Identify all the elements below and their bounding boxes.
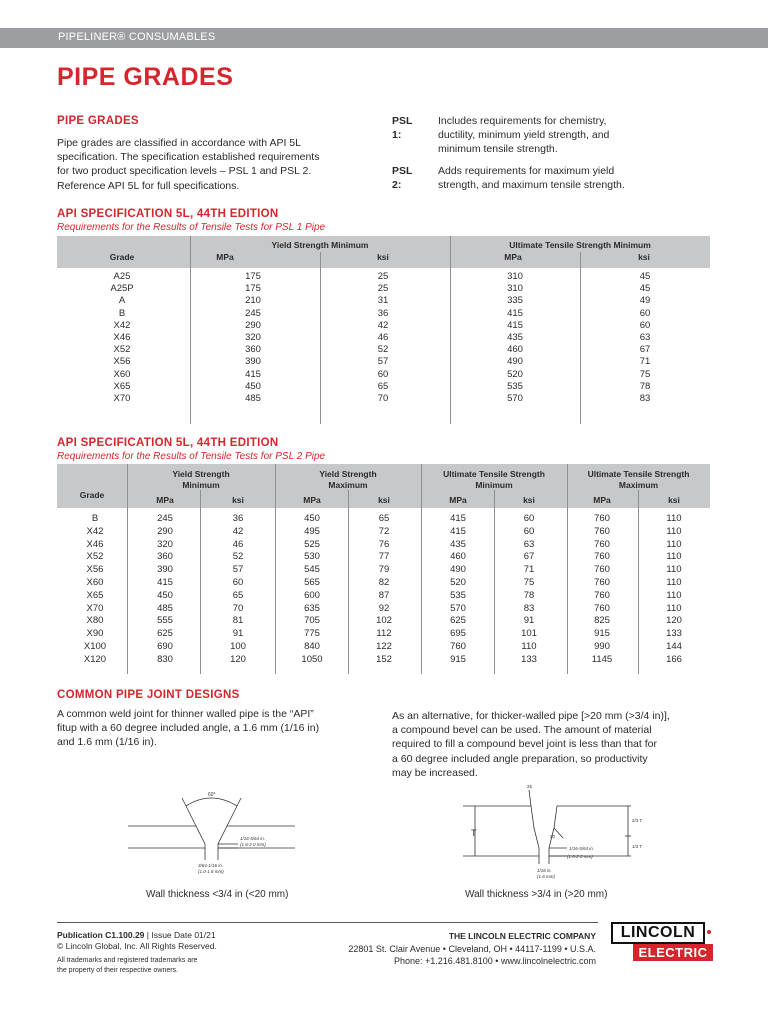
table2-value-cell: 390 — [157, 564, 173, 576]
table1-value-cell: 435 — [507, 332, 523, 343]
table2-value-cell: 555 — [157, 615, 173, 627]
table2-value-cell: 70 — [232, 602, 244, 614]
table2-grade-cell: X80 — [86, 615, 104, 627]
table2-value-cell: 705 — [304, 615, 320, 627]
footer-rule — [57, 922, 598, 923]
table1-grade-cell: B — [118, 307, 126, 319]
psl2-line: strength, and maximum tensile strength. — [438, 179, 625, 192]
table2-header — [57, 464, 710, 508]
table1-value-cell: 60 — [639, 319, 651, 331]
table2-value-cell: 760 — [594, 538, 610, 550]
table1-col-ksi: ksi — [377, 252, 389, 262]
company-name: THE LINCOLN ELECTRIC COMPANY — [448, 931, 596, 941]
table2-col-ksi: ksi — [668, 495, 680, 505]
one-third-t-label: 1/3 T — [632, 844, 643, 849]
table2-value-cell: 67 — [523, 551, 535, 563]
table1-value-cell: 46 — [377, 332, 389, 343]
table2-value-cell: 110 — [666, 602, 682, 614]
table2-value-cell: 635 — [304, 602, 320, 614]
copyright: © Lincoln Global, Inc. All Rights Reserved. — [57, 941, 217, 951]
table1-value-cell: 65 — [377, 380, 389, 392]
table2-divider — [567, 464, 568, 674]
psl1-line: minimum tensile strength. — [438, 143, 558, 156]
bevel-gap-mm-label: (1.6 mm) — [537, 874, 555, 879]
table2-divider — [348, 490, 349, 674]
table1-value-cell: 570 — [507, 393, 523, 404]
table2-divider — [421, 464, 422, 674]
table2-value-cell: 120 — [230, 653, 246, 665]
lincoln-electric-logo — [611, 922, 715, 962]
v-angle-label: 60° — [208, 792, 216, 798]
v-land-label: 1/16-5/64 in. — [240, 836, 266, 841]
table2-value-cell: 625 — [157, 628, 173, 640]
table2-value-cell: 760 — [594, 564, 610, 576]
table2-value-cell: 600 — [304, 589, 320, 601]
v-gap-label: 3/64-1/16 in. — [198, 863, 224, 868]
table1-heading: API SPECIFICATION 5L, 44TH EDITION — [57, 208, 279, 220]
table2-value-cell: 450 — [304, 513, 320, 524]
table1-value-cell: 71 — [639, 356, 651, 368]
table2-col-ksi: ksi — [378, 495, 390, 505]
table2-value-cell: 435 — [450, 538, 466, 550]
table1-value-cell: 415 — [507, 307, 523, 319]
table1-header — [57, 236, 710, 268]
table1-value-cell: 390 — [245, 356, 261, 368]
table1-value-cell: 45 — [639, 271, 651, 282]
issue-date: | Issue Date 01/21 — [144, 930, 216, 940]
table1-divider — [450, 236, 451, 424]
table2-value-cell: 360 — [157, 551, 173, 563]
table2-value-cell: 75 — [523, 577, 535, 588]
table1-value-cell: 490 — [507, 356, 523, 368]
table2-value-cell: 110 — [666, 513, 682, 524]
table2-grade-cell: X90 — [86, 628, 104, 640]
table1-grade-cell: A25 — [113, 271, 131, 282]
joints-right-paragraph: As an alternative, for thicker-walled pipe [>20 mm (>3/4 in)], a compound bevel can be used. The amount of material required to fill a compound bevel joint is less than that for a 60 degree included angle preparation, so productivity may be increased. — [392, 710, 670, 779]
table2-value-cell: 83 — [523, 602, 535, 614]
table2-subheading: Requirements for the Results of Tensile Tests for PSL 2 Pipe — [57, 451, 326, 462]
table1-group-yield: Yield Strength Minimum — [271, 240, 369, 250]
joints-heading: COMMON PIPE JOINT DESIGNS — [57, 689, 240, 701]
compound-bevel-diagram — [455, 778, 655, 890]
table2-group-yield-min: Yield Strength Minimum — [172, 469, 230, 490]
table2-grade-cell: X70 — [86, 602, 104, 614]
table1-grade-cell: A — [118, 295, 126, 307]
table1-value-cell: 520 — [507, 368, 523, 380]
table1-subheading: Requirements for the Results of Tensile Tests for PSL 1 Pipe — [57, 222, 326, 233]
table2-value-cell: 82 — [378, 577, 390, 588]
table1-value-cell: 45 — [639, 283, 651, 295]
table2-value-cell: 112 — [376, 628, 392, 640]
table2-value-cell: 415 — [450, 513, 466, 524]
table2-grade-cell: X52 — [86, 551, 104, 563]
table2-value-cell: 92 — [378, 602, 390, 614]
table2-value-cell: 63 — [523, 538, 535, 550]
table2-col-mpa: MPa — [303, 495, 321, 505]
table2-col-ksi: ksi — [232, 495, 244, 505]
table2-value-cell: 57 — [232, 564, 244, 576]
table1-value-cell: 25 — [377, 271, 389, 282]
table1-divider — [580, 252, 581, 424]
table2-value-cell: 152 — [376, 653, 392, 665]
table2-value-cell: 525 — [304, 538, 320, 550]
table2-value-cell: 122 — [376, 641, 392, 652]
table2-value-cell: 110 — [666, 589, 682, 601]
table1-value-cell: 460 — [507, 344, 523, 356]
intro-paragraph — [57, 136, 319, 193]
table2-value-cell: 840 — [304, 641, 320, 652]
table2-value-cell: 460 — [450, 551, 466, 563]
table2-col-mpa: MPa — [156, 495, 174, 505]
table1-value-cell: 42 — [377, 319, 389, 331]
table2-divider — [200, 490, 201, 674]
table2-value-cell: 245 — [157, 513, 173, 524]
table2-value-cell: 77 — [378, 551, 390, 563]
table1-grade-cell: X46 — [113, 332, 131, 343]
table2-grade-cell: X65 — [86, 589, 104, 601]
table2-value-cell: 1050 — [301, 653, 323, 665]
table1-value-cell: 245 — [245, 307, 261, 319]
table2-value-cell: 102 — [376, 615, 392, 627]
table2-value-cell: 415 — [157, 577, 173, 588]
table1-col-grade: Grade — [109, 252, 135, 262]
v-gap-mm-label: (1.0-1.6 mm) — [198, 869, 224, 874]
table2-col-ksi: ksi — [523, 495, 535, 505]
table2-value-cell: 60 — [523, 525, 535, 537]
table2-value-cell: 485 — [157, 602, 173, 614]
intro-line: for two product specification levels – PSL 1 and PSL 2. — [57, 165, 312, 178]
table1-grade-cell: A25P — [110, 283, 134, 295]
table2-value-cell: 166 — [666, 653, 682, 665]
company-contact: Phone: +1.216.481.8100 • www.lincolnelectric.com — [393, 956, 596, 966]
table2-value-cell: 290 — [157, 525, 173, 537]
v-land-mm-label: (1.6-2.0 mm) — [240, 842, 266, 847]
table2-divider — [638, 490, 639, 674]
table2-value-cell: 415 — [450, 525, 466, 537]
table2-value-cell: 760 — [594, 577, 610, 588]
compound-bevel-caption: Wall thickness >3/4 in (>20 mm) — [465, 889, 608, 900]
table1-value-cell: 310 — [507, 283, 523, 295]
table2-value-cell: 144 — [666, 641, 682, 652]
table2-value-cell: 52 — [232, 551, 244, 563]
table1-col-mpa: MPa — [216, 252, 234, 262]
table2-value-cell: 760 — [594, 551, 610, 563]
table2-grade-cell: X42 — [86, 525, 104, 537]
company-address: 22801 St. Clair Avenue • Cleveland, OH • 44117-1199 • U.S.A. — [348, 943, 596, 954]
table1-value-cell: 36 — [377, 307, 389, 319]
bevel-land-mm-label: (1.6-2.0 mm) — [567, 854, 593, 859]
table2-value-cell: 535 — [450, 589, 466, 601]
table2-value-cell: 87 — [378, 589, 390, 601]
table2-value-cell: 825 — [594, 615, 610, 627]
table1-group-tensile: Ultimate Tensile Strength Minimum — [509, 240, 651, 250]
table1-value-cell: 78 — [639, 380, 651, 392]
table2-value-cell: 565 — [304, 577, 320, 588]
table1-grade-cell: X65 — [113, 380, 131, 392]
table2-grade-cell: X46 — [86, 538, 104, 550]
table2-value-cell: 690 — [157, 641, 173, 652]
table2-value-cell: 46 — [232, 538, 244, 550]
table2-value-cell: 530 — [304, 551, 320, 563]
left-plate — [128, 826, 205, 848]
joints-left-paragraph: A common weld joint for thinner walled pipe is the “API” fitup with a 60 degree included angle, a 1.6 mm (1/16 in) and 1.6 mm (1/16 in). — [57, 708, 320, 749]
table1-grade-cell: X70 — [113, 393, 131, 404]
table2-value-cell: 695 — [450, 628, 466, 640]
table2-value-cell: 110 — [666, 551, 682, 563]
table1-value-cell: 70 — [377, 393, 389, 404]
table2-value-cell: 915 — [594, 628, 610, 640]
intro-heading: PIPE GRADES — [57, 115, 139, 127]
table2-value-cell: 133 — [666, 628, 682, 640]
table2-col-mpa: MPa — [593, 495, 611, 505]
table1-value-cell: 25 — [377, 283, 389, 295]
table2-value-cell: 71 — [523, 564, 535, 576]
table2-grade-cell: X60 — [86, 577, 104, 588]
table1-value-cell: 310 — [507, 271, 523, 282]
psl2-label: PSL 2: — [392, 165, 413, 192]
table2-value-cell: 760 — [594, 525, 610, 537]
table2-group-tensile-max: Ultimate Tensile Strength Maximum — [587, 469, 690, 490]
table2-grade-cell: X120 — [83, 653, 107, 665]
table2-value-cell: 100 — [230, 641, 246, 652]
table1-value-cell: 49 — [639, 295, 651, 307]
table2-value-cell: 775 — [304, 628, 320, 640]
psl1-label: PSL 1: — [392, 115, 413, 142]
table2-value-cell: 60 — [232, 577, 244, 588]
table1-value-cell: 67 — [639, 344, 651, 356]
footer-left — [57, 930, 217, 976]
intro-line: Pipe grades are classified in accordance with API 5L — [57, 137, 301, 149]
table1-divider — [190, 236, 191, 424]
table2-value-cell: 320 — [157, 538, 173, 550]
bevel-mid-angle-label: 30 — [550, 834, 556, 839]
table1-value-cell: 535 — [507, 380, 523, 392]
table1-value-cell: 60 — [377, 368, 389, 380]
table2-value-cell: 625 — [450, 615, 466, 627]
table2-col-grade: Grade — [79, 490, 105, 500]
table1-value-cell: 335 — [507, 295, 523, 307]
two-thirds-t-label: 2/3 T — [632, 818, 643, 823]
table1-value-cell: 450 — [245, 380, 261, 392]
logo-dot — [707, 930, 711, 934]
table2-divider — [127, 464, 128, 674]
table2-value-cell: 545 — [304, 564, 320, 576]
table2-value-cell: 120 — [666, 615, 682, 627]
table1-value-cell: 415 — [245, 368, 261, 380]
table2-divider — [494, 490, 495, 674]
table2-grade-cell: B — [91, 513, 99, 524]
table2-value-cell: 990 — [594, 641, 610, 652]
logo-top: LINCOLN — [611, 922, 705, 944]
table1-value-cell: 52 — [377, 344, 389, 356]
publication-number: Publication C1.100.29 — [57, 930, 145, 940]
table1-value-cell: 415 — [507, 319, 523, 331]
table1-col-ksi-2: ksi — [638, 252, 650, 262]
intro-line: specification. The specification established requirements — [57, 151, 320, 164]
table2-value-cell: 36 — [232, 513, 244, 524]
table2-value-cell: 101 — [521, 628, 537, 640]
table2-value-cell: 81 — [232, 615, 244, 627]
table2-value-cell: 72 — [378, 525, 390, 537]
bevel-top-angle-label: 25 — [527, 784, 533, 789]
table2-col-mpa: MPa — [449, 495, 467, 505]
psl1-line: Includes requirements for chemistry, — [438, 115, 607, 127]
table2-value-cell: 110 — [666, 564, 682, 576]
table2-value-cell: 110 — [666, 538, 682, 550]
thickness-label: T — [471, 828, 477, 838]
table2-value-cell: 495 — [304, 525, 320, 537]
table2-value-cell: 760 — [594, 589, 610, 601]
table1-value-cell: 83 — [639, 393, 651, 404]
table2-value-cell: 110 — [521, 641, 537, 652]
table1-value-cell: 63 — [639, 332, 651, 343]
table1-col-mpa-2: MPa — [504, 252, 522, 262]
table2-value-cell: 760 — [594, 513, 610, 524]
logo-bottom: ELECTRIC — [633, 944, 713, 961]
table2-value-cell: 450 — [157, 589, 173, 601]
table1-value-cell: 320 — [245, 332, 261, 343]
table1-grade-cell: X60 — [113, 368, 131, 380]
table2-value-cell: 110 — [666, 577, 682, 588]
table1-grade-cell: X56 — [113, 356, 131, 368]
table1-value-cell: 175 — [245, 271, 261, 282]
table1-value-cell: 210 — [245, 295, 261, 307]
table2-value-cell: 133 — [521, 653, 537, 665]
bevel-gap-label: 1/16 in. — [537, 868, 552, 873]
table1-value-cell: 485 — [245, 393, 261, 404]
table2-value-cell: 91 — [523, 615, 535, 627]
section-label: PIPELINER® CONSUMABLES — [58, 31, 216, 43]
table1-value-cell: 360 — [245, 344, 261, 356]
table1-value-cell: 57 — [377, 356, 389, 368]
v-joint-caption: Wall thickness <3/4 in (<20 mm) — [146, 889, 289, 900]
table2-group-yield-max: Yield Strength Maximum — [319, 469, 377, 490]
table2-value-cell: 760 — [594, 602, 610, 614]
table1-value-cell: 175 — [245, 283, 261, 295]
psl1-line: ductility, minimum yield strength, and — [438, 129, 610, 142]
table2-value-cell: 78 — [523, 589, 535, 601]
table1-grade-cell: X42 — [113, 319, 131, 331]
table2-value-cell: 65 — [378, 513, 390, 524]
page-title: PIPE GRADES — [57, 63, 234, 91]
table2-grade-cell: X56 — [86, 564, 104, 576]
table2-value-cell: 520 — [450, 577, 466, 588]
footer-company-block — [290, 930, 596, 968]
table2-value-cell: 915 — [450, 653, 466, 665]
trademarks: All trademarks and registered trademarks are the property of their respective owners. — [57, 957, 198, 974]
psl2-line: Adds requirements for maximum yield — [438, 165, 615, 177]
table2-value-cell: 76 — [378, 538, 390, 550]
v-joint-diagram — [120, 782, 320, 882]
bevel-land-label: 1/16-5/64 in. — [569, 846, 595, 851]
table2-heading: API SPECIFICATION 5L, 44TH EDITION — [57, 437, 279, 449]
table2-divider — [275, 464, 276, 674]
table2-value-cell: 490 — [450, 564, 466, 576]
intro-line: Reference API 5L for full specifications. — [57, 179, 240, 192]
table2-value-cell: 91 — [232, 628, 244, 640]
table2-value-cell: 830 — [157, 653, 173, 665]
table1-value-cell: 31 — [377, 295, 389, 307]
table2-group-tensile-min: Ultimate Tensile Strength Minimum — [443, 469, 545, 490]
table2-value-cell: 110 — [666, 525, 682, 537]
table2-value-cell: 760 — [450, 641, 466, 652]
table1-value-cell: 60 — [639, 307, 651, 319]
table1-divider — [320, 252, 321, 424]
table1-grade-cell: X52 — [113, 344, 131, 356]
table2-value-cell: 42 — [232, 525, 244, 537]
table1-value-cell: 290 — [245, 319, 261, 331]
table2-value-cell: 79 — [378, 564, 390, 576]
table2-value-cell: 570 — [450, 602, 466, 614]
table2-value-cell: 1145 — [591, 653, 613, 665]
table1-value-cell: 75 — [639, 368, 651, 380]
table2-value-cell: 60 — [523, 513, 535, 524]
top-bar — [0, 28, 768, 48]
table2-value-cell: 65 — [232, 589, 244, 601]
table2-grade-cell: X100 — [83, 641, 107, 652]
